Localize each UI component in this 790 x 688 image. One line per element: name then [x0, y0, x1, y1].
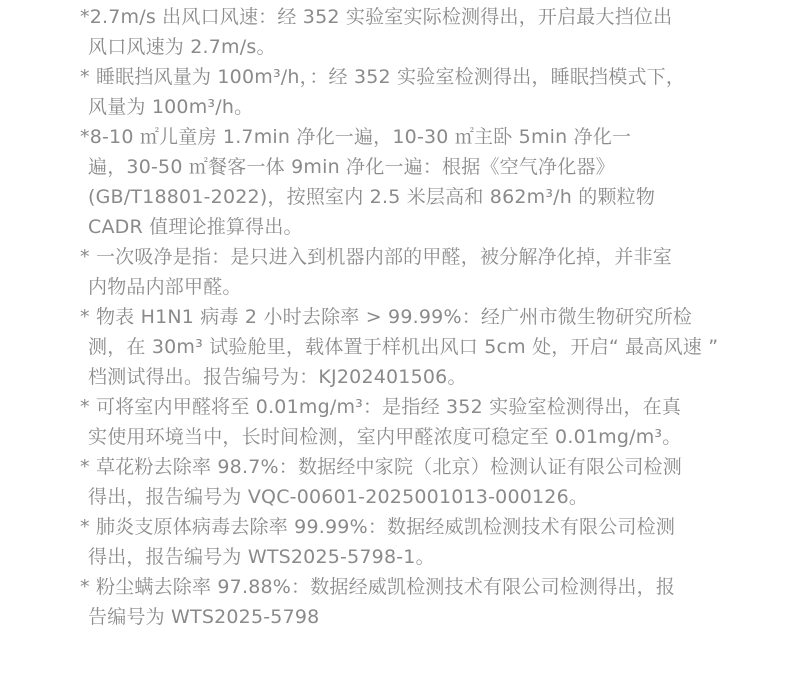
footnote-room-purification-time: [80, 122, 720, 242]
footnote-line: * 一次吸净是指：是只进入到机器内部的甲醛，被分解净化掉，并非室: [80, 246, 672, 268]
footnote-line: (GB/T18801-2022)，按照室内 2.5 米层高和 862m³/h 的颗粒物: [88, 186, 656, 208]
footnote-line: 得出，报告编号为 WTS2025-5798-1。: [88, 546, 435, 568]
footnote-line: CADR 值理论推算得出。: [88, 216, 303, 238]
footnote-h1n1-removal: [80, 302, 720, 392]
footnote-formaldehyde-one-pass: [80, 242, 720, 302]
footnote-line: 遍，30-50 ㎡餐客一体 9min 净化一遍：根据《空气净化器》: [88, 156, 615, 178]
footnote-line: * 睡眠挡风量为 100m³/h，：经 352 实验室检测得出，睡眠挡模式下，: [80, 66, 686, 88]
footnote-line: 实使用环境当中，长时间检测，室内甲醛浓度可稳定至 0.01mg/m³。: [88, 426, 682, 448]
footnote-line: 内物品内部甲醛。: [88, 276, 242, 298]
footnote-line: * 可将室内甲醛将至 0.01mg/m³：是指经 352 实验室检测得出，在真: [80, 396, 682, 418]
footnote-line: * 物表 H1N1 病毒 2 小时去除率 > 99.99%：经广州市微生物研究所检: [80, 306, 693, 328]
footnote-outlet-wind-speed: [80, 2, 720, 62]
footnote-pollen-removal: [80, 452, 720, 512]
footnote-line: * 草花粉去除率 98.7%：数据经中家院（北京）检测认证有限公司检测: [80, 456, 682, 478]
footnote-line: 风量为 100m³/h。: [88, 96, 254, 118]
footnote-line: 档测试得出。报告编号为：KJ202401506。: [88, 366, 467, 388]
footnote-line: *8-10 ㎡儿童房 1.7min 净化一遍，10-30 ㎡主卧 5min 净化一: [80, 126, 632, 148]
footnote-line: * 肺炎支原体病毒去除率 99.99%：数据经威凯检测技术有限公司检测: [80, 516, 676, 538]
footnotes-list: [80, 2, 720, 632]
footnote-mycoplasma-removal: [80, 512, 720, 572]
footnote-line: *2.7m/s 出风口风速：经 352 实验室实际检测得出，开启最大挡位出: [80, 6, 673, 28]
footnote-line: 测，在 30m³ 试验舱里，载体置于样机出风口 5cm 处，开启“ 最高风速 ”: [88, 336, 719, 358]
footnote-dust-mite-removal: [80, 572, 720, 632]
footnote-line: 告编号为 WTS2025-5798: [88, 606, 320, 628]
footnote-line: 风口风速为 2.7m/s。: [88, 36, 276, 58]
footnote-line: * 粉尘螨去除率 97.88%：数据经威凯检测技术有限公司检测得出，报: [80, 576, 676, 598]
footnote-formaldehyde-concentration: [80, 392, 720, 452]
footnote-line: 得出，报告编号为 VQC-00601-2025001013-000126。: [88, 486, 589, 508]
footnote-sleep-airflow: [80, 62, 720, 122]
